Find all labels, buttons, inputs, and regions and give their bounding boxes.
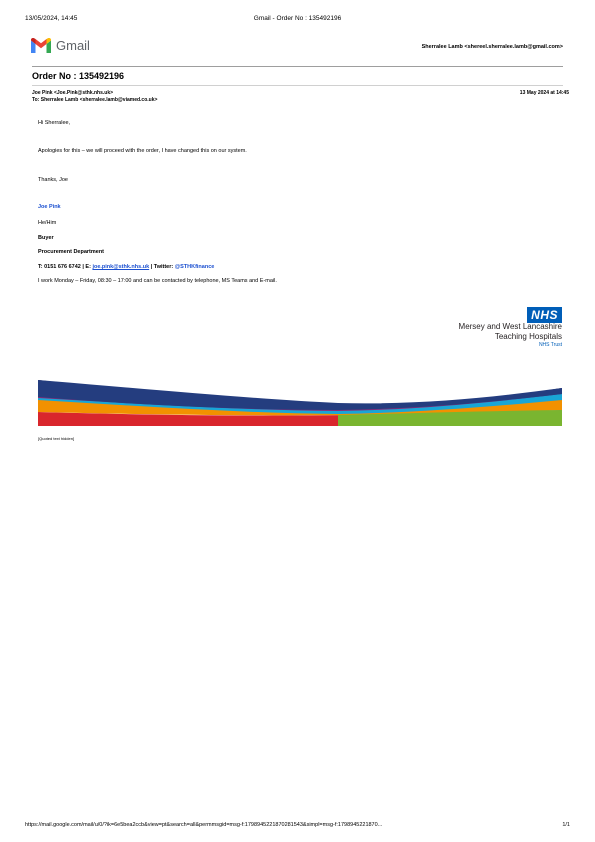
print-datetime: 13/05/2024, 14:45 (25, 15, 78, 22)
email-signoff: Thanks, Joe (38, 177, 68, 183)
signature-role: Buyer (38, 235, 54, 241)
signature-hours: I work Monday – Friday, 08:30 – 17:00 and can be contacted by telephone, MS Teams and E-mail. (38, 278, 277, 284)
subject-divider (32, 85, 563, 86)
signature-twitter-link[interactable]: @STHKfinance (174, 264, 215, 270)
signature-pronouns: He/Him (38, 220, 57, 226)
signature-wave-banner (38, 380, 562, 426)
signature-department: Procurement Department (38, 249, 105, 255)
account-address: Sherralee Lamb <shereel.sherralee.lamb@gmail.com> (421, 44, 563, 50)
footer-url: https://mail.google.com/mail/u/0/?ik=6e5bea2ccb&view=pt&search=all&permmsgid=msg-f:1798945221870281543&simpl=msg-f:1798945221870... (25, 822, 383, 828)
signature-twitter-label: | Twitter: (149, 264, 175, 270)
trust-name-line2: Teaching Hospitals (494, 332, 562, 341)
email-from: Joe Pink <Joe.Pink@sthk.nhs.uk> (32, 90, 114, 96)
signature-phone: T: 0151 676 6742 | E: (38, 264, 93, 270)
email-date: 13 May 2024 at 14:45 (519, 90, 569, 96)
signature-name: Joe Pink (38, 204, 61, 210)
signature-contact-line (38, 264, 214, 270)
header-divider (32, 66, 563, 67)
email-to: To: Sherralee Lamb <sherralee.lamb@viamed.co.uk> (32, 97, 158, 103)
footer-page-number: 1/1 (562, 822, 570, 828)
quoted-text-hidden[interactable]: [Quoted text hidden] (38, 436, 75, 441)
signature-email-link[interactable]: joe.pink@sthk.nhs.uk (92, 264, 150, 270)
email-greeting: Hi Sherralee, (38, 120, 71, 126)
trust-name-line3: NHS Trust (538, 342, 562, 348)
gmail-wordmark: Gmail (56, 38, 90, 53)
nhs-logo-badge: NHS (527, 307, 562, 323)
email-subject: Order No : 135492196 (32, 71, 125, 81)
gmail-m-icon (31, 38, 51, 53)
trust-name-line1: Mersey and West Lancashire (458, 322, 562, 331)
gmail-logo (31, 38, 90, 53)
email-message: Apologies for this – we will proceed with the order, I have changed this on our system. (38, 148, 247, 154)
print-title: Gmail - Order No : 135492196 (253, 15, 342, 22)
